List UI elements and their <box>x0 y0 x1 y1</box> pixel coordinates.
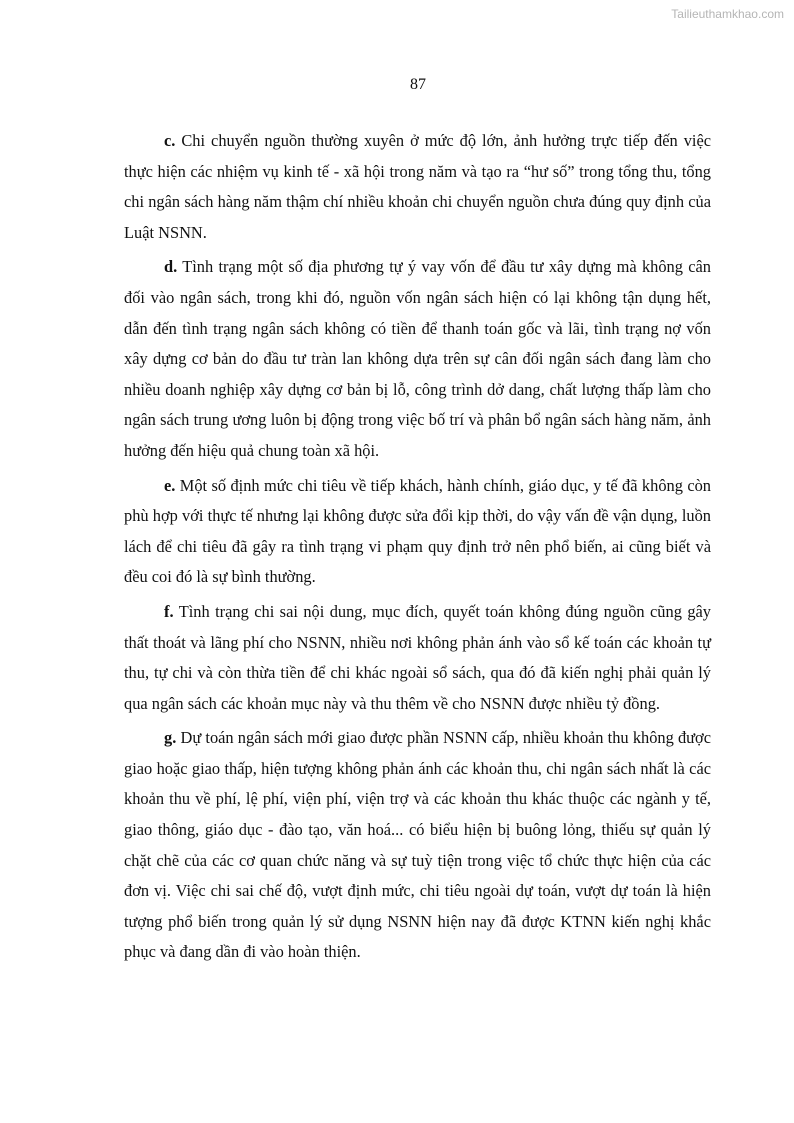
page-number: 87 <box>410 76 426 93</box>
paragraph-f <box>124 597 711 719</box>
watermark: Tailieuthamkhao.com <box>671 7 784 21</box>
paragraph-text: Dự toán ngân sách mới giao được phần NSNN cấp, nhiều khoản thu không được giao hoặc giao thấp, hiện tượng không phản ánh các khoản thu, chi ngân sách nhất là các khoản thu về phí, lệ phí, viện phí, viện trợ và các khoản thu khác thuộc các ngành y tế, giao thông, giáo dục - đào tạo, văn hoá... có biểu hiện bị buông lỏng, thiếu sự quản lý chặt chẽ của các cơ quan chức năng và sự tuỳ tiện trong việc tổ chức thực hiện của các đơn vị. Việc chi sai chế độ, vượt định mức, chi tiêu ngoài dự toán, vượt dự toán là hiện tượng phổ biến trong quản lý sử dụng NSNN hiện nay đã được KTNN kiến nghị khắc phục và đang dần đi vào hoàn thiện. <box>124 728 711 962</box>
paragraph-d <box>124 252 711 466</box>
paragraph-g <box>124 723 711 968</box>
paragraph-text: Tình trạng một số địa phương tự ý vay vốn để đầu tư xây dựng mà không cân đối vào ngân sách, trong khi đó, nguồn vốn ngân sách hiện có lại không tận dụng hết, dẫn đến tình trạng ngân sách không có tiền để thanh toán gốc và lãi, tình trạng nợ vốn xây dựng cơ bản do đầu tư tràn lan không dựa trên sự cân đối ngân sách đang làm cho nhiều doanh nghiệp xây dựng cơ bản bị lỗ, công trình dở dang, chất lượng thấp làm cho ngân sách trung ương luôn bị động trong việc bố trí và phân bổ ngân sách hàng năm, ảnh hưởng đến hiệu quả chung toàn xã hội. <box>124 257 711 460</box>
paragraph-c <box>124 126 711 248</box>
paragraph-label: e. <box>164 475 176 495</box>
paragraph-text: Một số định mức chi tiêu về tiếp khách, hành chính, giáo dục, y tế đã không còn phù hợp với thực tế nhưng lại không được sửa đổi kịp thời, do vậy vấn đề vận dụng, luồn lách để chi tiêu đã gây ra tình trạng vi phạm quy định trở nên phổ biến, ai cũng biết và đều coi đó là sự bình thường. <box>124 475 711 587</box>
paragraph-text: Chi chuyển nguồn thường xuyên ở mức độ lớn, ảnh hưởng trực tiếp đến việc thực hiện các nhiệm vụ kinh tế - xã hội trong năm và tạo ra “hư số” trong tổng thu, tổng chi ngân sách hàng năm thậm chí nhiều khoản chi chuyển nguồn chưa đúng quy định của Luật NSNN. <box>124 131 711 242</box>
paragraph-label: f. <box>164 601 174 621</box>
paragraph-text: Tình trạng chi sai nội dung, mục đích, quyết toán không đúng nguồn cũng gây thất thoát và lãng phí cho NSNN, nhiều nơi không phản ánh vào sổ kế toán các khoản tự thu, tự chi và còn thừa tiền để chi khác ngoài sổ sách, qua đó đã kiến nghị phải quản lý qua ngân sách các khoản mục này và thu thêm về cho NSNN được nhiều tỷ đồng. <box>124 601 711 713</box>
paragraph-e <box>124 471 711 593</box>
paragraph-label: g. <box>164 728 177 748</box>
document-body <box>124 126 711 972</box>
paragraph-label: c. <box>164 131 176 150</box>
paragraph-label: d. <box>164 257 178 277</box>
